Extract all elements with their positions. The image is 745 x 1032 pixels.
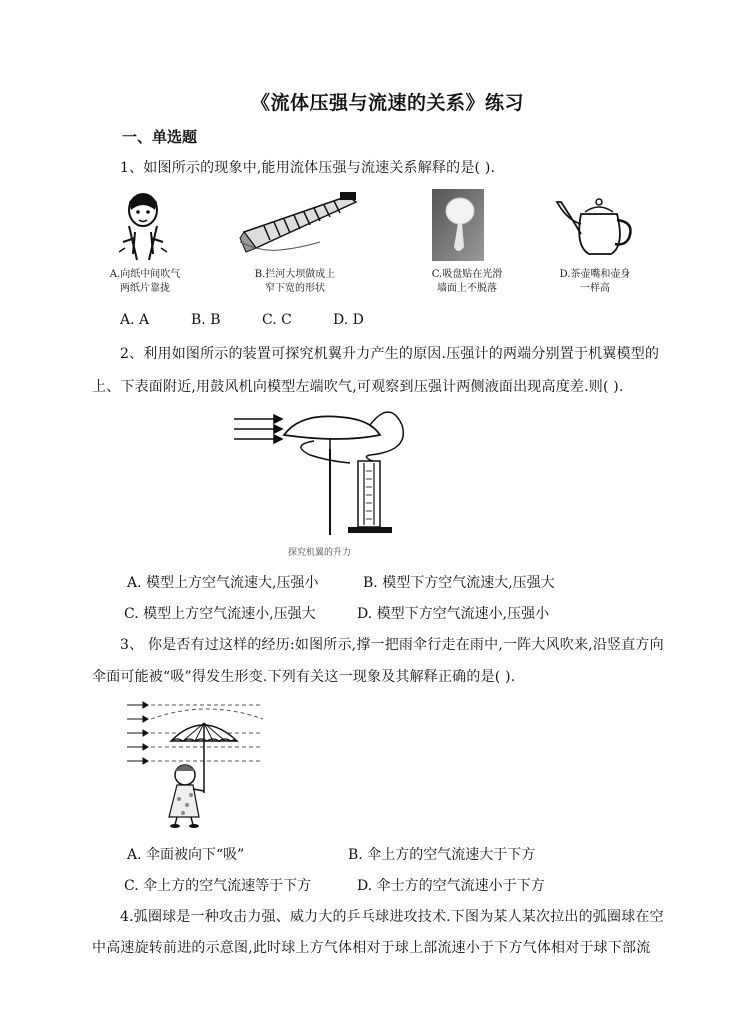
- q1-option-a[interactable]: A. A: [120, 312, 150, 328]
- q3-option-d[interactable]: D. 伞士方的空气流速小于下方: [357, 878, 545, 894]
- q1-figure-a-blowing-papers: [115, 190, 175, 262]
- page-title: 《流体压强与流速的关系》练习: [251, 92, 525, 114]
- q1-figure-b-dam: [240, 192, 360, 256]
- q1-option-c[interactable]: C. C: [262, 312, 292, 328]
- q2-option-b[interactable]: B. 模型下方空气流速大,压强大: [363, 575, 555, 591]
- q2-stem-line1: 2、利用如图所示的装置可探究机翼升力产生的原因.压强计的两端分别置于机翼模型的: [120, 346, 660, 362]
- q2-option-d[interactable]: D. 模型下方空气流速小,压强小: [357, 606, 550, 622]
- q1-caption-d: D.茶壶嘴和壶身 一样高: [559, 269, 631, 294]
- q2-figure-caption: 探究机翼的升力: [288, 548, 352, 558]
- q2-option-a[interactable]: A. 模型上方空气流速大,压强小: [127, 575, 319, 591]
- section-heading: 一、单选题: [122, 128, 198, 146]
- q3-option-c[interactable]: C. 伞上方的空气流速等于下方: [124, 878, 312, 894]
- q4-stem-line2: 中高速旋转前进的示意图,此时球上方气体相对于球上部流速小于下方气体相对于球下部流: [92, 940, 651, 956]
- q2-option-c[interactable]: C. 模型上方空气流速小,压强大: [124, 606, 316, 622]
- q1-option-b[interactable]: B. B: [191, 312, 221, 328]
- q3-stem-line1: 3、 你是否有过这样的经历:如图所示,撑一把雨伞行走在雨中,一阵大风吹来,沿竖直方向: [120, 637, 664, 653]
- q3-figure-umbrella-wind: [125, 695, 265, 830]
- q1-caption-a: A.向纸中间吹气 两纸片靠拢: [109, 269, 181, 294]
- q3-option-b[interactable]: B. 伞上方的空气流速大于下方: [348, 847, 536, 863]
- q2-stem-line2: 上、下表面附近,用鼓风机向模型左端吹气,可观察到压强计两侧液面出现高度差.则( ).: [92, 379, 624, 395]
- q2-figure-wing-manometer: [230, 405, 420, 540]
- q1-caption-b: B.拦河大坝做成上 窄下宽的形状: [254, 269, 336, 294]
- q1-figure-c-suction-cup: [432, 189, 484, 261]
- q1-figure-d-teapot: [555, 198, 635, 258]
- q1-stem: 1、如图所示的现象中,能用流体压强与流速关系解释的是( ).: [120, 160, 496, 176]
- q3-option-a[interactable]: A. 伞面被向下“吸”: [127, 847, 245, 863]
- q1-option-d[interactable]: D. D: [333, 312, 364, 328]
- q1-caption-c: C.吸盘贴在光滑 墙面上不脱落: [431, 269, 503, 294]
- q3-stem-line2: 伞面可能被“吸”得发生形变.下列有关这一现象及其解释正确的是( ).: [92, 669, 516, 685]
- q4-stem-line1: 4.弧圈球是一种攻击力强、威力大的乒乓球进攻技术.下图为某人某次拉出的弧圈球在空: [120, 909, 664, 925]
